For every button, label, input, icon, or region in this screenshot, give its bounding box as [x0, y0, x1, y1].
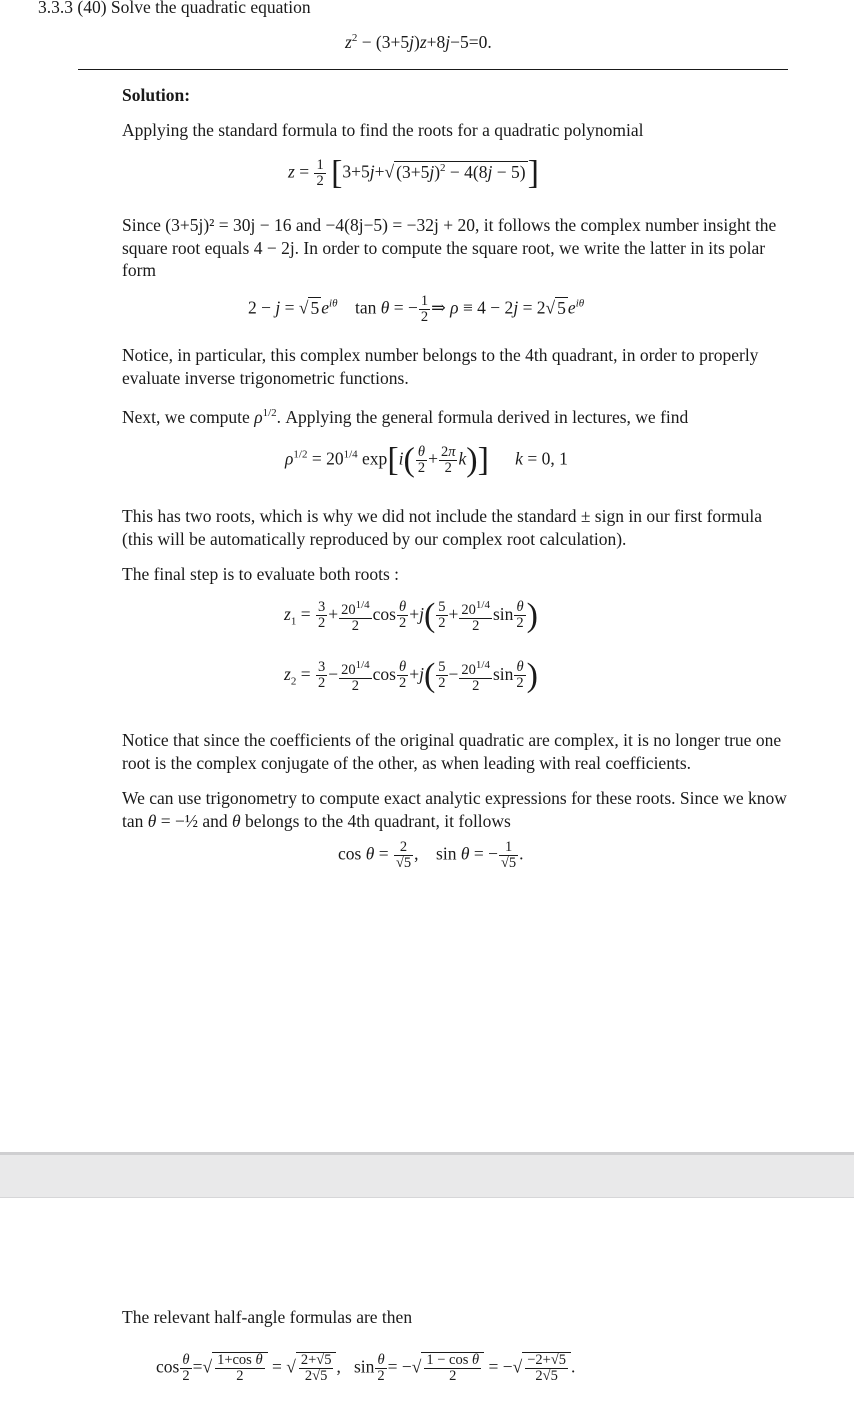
paragraph-5: This has two roots, which is why we did not include the standard ± sign in our first formula (this will be automatically reproduced by our complex root calculation).	[122, 506, 762, 549]
problem-label: 3.3.3 (40) Solve the quadratic equation	[38, 0, 311, 17]
equation-quadratic-formula: z = $\frac{1}{2}$ [3+5j+√ $(3+5j)^2 - 4(8j - 5)$]	[288, 154, 539, 192]
paragraph-9: The relevant half-angle formulas are then	[122, 1307, 413, 1327]
paragraph-8: We can use trigonometry to compute exact analytic expressions for these roots. Since we know tan θ = −½ and θ belongs to the 4th quadrant, it follows	[122, 788, 787, 831]
section-divider	[78, 69, 788, 70]
paragraph-2: Since (3+5j)² = 30j − 16 and −4(8j−5) = −32j + 20, it follows the complex number insight the square root equals 4 − 2j. In order to compute the square root, we write the latter in its polar form	[122, 215, 777, 280]
paragraph-3: Notice, in particular, this complex number belongs to the 4th quadrant, in order to properly evaluate inverse trigonometric functions.	[122, 345, 759, 388]
equation-root-z2: $z_2$ = $\frac{3}{2}$ − $\frac{20^{1/4}}{2}$ cos $\frac{\theta}{2}$ +j( $\frac{5}{2}$ − $\frac{20^{1/4}}{2}$ sin $\frac{\theta}{2}$ )	[284, 656, 538, 694]
equation-half-angle: cos $\frac{\theta}{2}$ =√ $\frac{\text{1+cos θ}}{2}$ = √ $\frac{2+√5}{2√5}$ , sin $\frac{\theta}{2}$ = −√ $\frac{\text{1 − cos θ}}{2}$ = −√ $\frac{-2+√5}{2√5}$ .	[156, 1352, 576, 1384]
page-break	[0, 1152, 854, 1198]
problem-equation: $z^2 - (3+5j)z+8j-5=0$.	[345, 32, 492, 52]
paragraph-1: Applying the standard formula to find the roots for a quadratic polynomial	[122, 120, 644, 140]
paragraph-6: The final step is to evaluate both roots :	[122, 564, 400, 584]
equation-root-z1: $z_1$ = $\frac{3}{2}$ + $\frac{20^{1/4}}{2}$ cos $\frac{\theta}{2}$ +j( $\frac{5}{2}$ + $\frac{20^{1/4}}{2}$ sin $\frac{\theta}{2}$ )	[284, 596, 538, 634]
equation-square-root: $\rho^{1/2} = 20^{1/4}$ exp[i( $\frac{\theta}{2}$ + $\frac{2\pi}{2}$ k)] k = 0, 1	[285, 441, 568, 479]
equation-cos-sin: cos θ = $\frac{2}{√5}$ , sin θ = − $\frac{1}{√5}$ .	[338, 839, 524, 871]
solution-heading: Solution:	[122, 85, 191, 105]
paragraph-4: Next, we compute $\rho^{1/2}$. Applying the general formula derived in lectures, we find	[122, 406, 689, 427]
paragraph-7: Notice that since the coefficients of the original quadratic are complex, it is no longer true one root is the complex conjugate of the other, as when leading with real coefficients.	[122, 730, 782, 773]
equation-polar-form: 2 − j = √ 5 $e^{i\theta}$ tan θ = − $\frac{1}{2}$ ⇒ ρ ≡ 4 − 2j = 2√ 5 $e^{i\theta}$	[248, 293, 585, 325]
